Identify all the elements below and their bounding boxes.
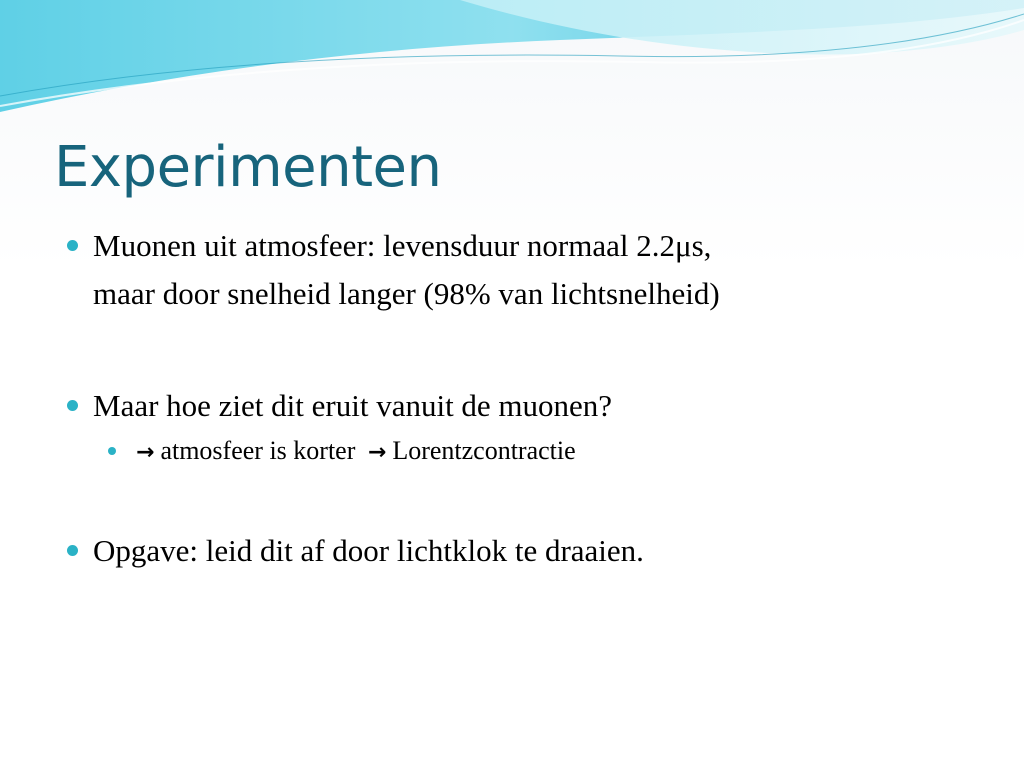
bullet-list	[62, 222, 992, 575]
sub-bullet-text-part2: Lorentzcontractie	[392, 436, 576, 465]
bullet-item-muonen	[62, 222, 992, 318]
slide-title: Experimenten	[54, 135, 442, 200]
bullet-item-maar-hoe	[62, 382, 992, 430]
bullet-text: Maar hoe ziet dit eruit vanuit de muonen?	[93, 388, 613, 423]
bullet-text-line2: maar door snelheid langer (98% van lichtsnelheid)	[93, 276, 720, 311]
sub-bullet-item-lorentz	[62, 431, 992, 473]
bullet-text-line1: Muonen uit atmosfeer: levensduur normaal 2.2μs,	[93, 228, 712, 263]
sub-bullet-text-part1: atmosfeer is korter	[160, 436, 356, 465]
sub-bullet-dot-icon	[108, 447, 116, 455]
arrow-right-icon: →	[367, 440, 387, 465]
bullet-text: Opgave: leid dit af door lichtklok te draaien.	[93, 533, 644, 568]
bullet-dot-icon	[67, 545, 78, 556]
bullet-dot-icon	[67, 240, 78, 251]
bullet-dot-icon	[67, 400, 78, 411]
decorative-wave-banner	[0, 0, 1024, 130]
arrow-right-icon: →	[136, 440, 155, 465]
bullet-item-opgave	[62, 527, 992, 575]
